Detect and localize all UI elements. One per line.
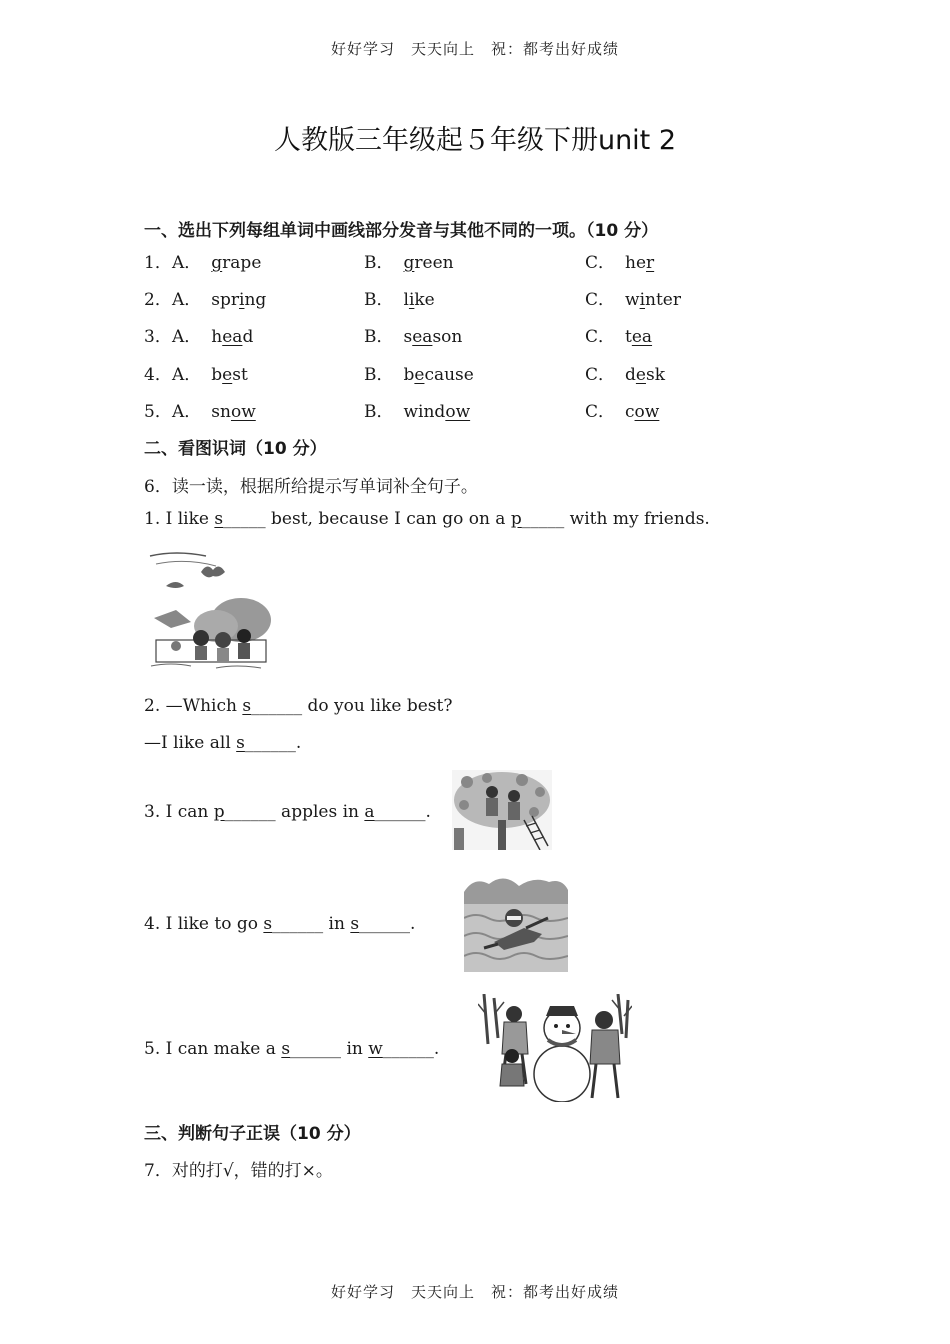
underlined-letters: ow (445, 402, 471, 422)
option-post: ng (244, 290, 267, 310)
sentence-3: 3. I can p______ apples in a______. (144, 802, 431, 822)
underlined-letters: g (211, 253, 223, 273)
underlined-letters: ea (412, 327, 433, 347)
option-post: ke (414, 290, 435, 310)
section1-heading: 一、选出下列每组单词中画线部分发音与其他不同的一项。（10 分） (144, 221, 659, 241)
question-number: 4． (144, 365, 172, 385)
underlined-letters: i (639, 290, 646, 310)
section3-heading: 三、判断句子正误（10 分） (144, 1124, 361, 1144)
option-a[interactable] (172, 285, 266, 310)
option-pre: c (625, 402, 635, 422)
option-b[interactable] (364, 360, 474, 385)
section2-intro: 6．读一读，根据所给提示写单词补全句子。 (144, 477, 478, 497)
option-a[interactable] (172, 248, 261, 273)
option-post: rape (222, 253, 262, 273)
option-label: A． (172, 290, 202, 310)
underlined-letters: ow (230, 402, 256, 422)
underlined-letters: r (646, 253, 655, 273)
underlined-letters: i (239, 290, 245, 310)
apple-picking-picture (452, 770, 552, 850)
underlined-letters: ea (222, 327, 243, 347)
page-header: 好好学习 天天向上 祝：都考出好成绩 (330, 40, 619, 58)
underlined-letters: e (635, 365, 646, 385)
sentence-1: 1. I like s_____ best, because I can go on a p_____ with my friends. (144, 509, 710, 529)
option-c[interactable] (585, 360, 665, 385)
option-label: C． (585, 253, 616, 273)
option-b[interactable] (364, 397, 470, 422)
option-a[interactable] (172, 322, 253, 347)
option-label: B． (364, 402, 394, 422)
option-pre: s (403, 327, 413, 347)
option-c[interactable] (585, 397, 659, 422)
underlined-letters: ea (631, 327, 653, 347)
option-post: nter (645, 290, 681, 310)
page-footer: 好好学习 天天向上 祝：都考出好成绩 (330, 1283, 619, 1301)
option-b[interactable] (364, 248, 454, 273)
option-b[interactable] (364, 322, 462, 347)
option-label: C． (585, 365, 616, 385)
option-label: C． (585, 327, 616, 347)
option-label: B． (364, 327, 394, 347)
underlined-letters: ow (634, 402, 660, 422)
option-pre: he (625, 253, 647, 273)
option-post: d (242, 327, 254, 347)
option-pre: l (403, 290, 409, 310)
picnic-picture (146, 548, 274, 674)
underlined-letters: e (414, 365, 425, 385)
option-pre: h (211, 327, 223, 347)
option-label: C． (585, 290, 616, 310)
option-label: B． (364, 290, 394, 310)
sentence-2b: —I like all s______. (144, 733, 302, 753)
page-title: 人教版三年级起５年级下册unit 2 (273, 125, 677, 156)
question-number: 5． (144, 402, 172, 422)
option-a[interactable] (172, 360, 248, 385)
underlined-letters: i (408, 290, 415, 310)
option-pre: b (211, 365, 223, 385)
underlined-letters: e (222, 365, 233, 385)
question-number: 1． (144, 253, 172, 273)
option-pre: t (625, 327, 632, 347)
option-pre: w (625, 290, 640, 310)
option-label: A． (172, 253, 202, 273)
question-number: 3． (144, 327, 172, 347)
option-post: cause (424, 365, 474, 385)
option-label: A． (172, 365, 202, 385)
option-pre: b (403, 365, 415, 385)
option-post: reen (414, 253, 454, 273)
option-pre: spr (211, 290, 240, 310)
option-c[interactable] (585, 248, 654, 273)
option-pre: wind (403, 402, 446, 422)
option-b[interactable] (364, 285, 435, 310)
snowman-picture (478, 994, 632, 1102)
option-c[interactable] (585, 322, 652, 347)
option-label: A． (172, 327, 202, 347)
option-pre: d (625, 365, 636, 385)
swimming-picture (464, 872, 568, 972)
option-post: sk (645, 365, 665, 385)
underlined-letters: g (403, 253, 415, 273)
option-label: A． (172, 402, 202, 422)
section2-heading: 二、看图识词（10 分） (144, 439, 327, 459)
question-number: 2． (144, 290, 172, 310)
sentence-2a: 2. —Which s______ do you like best? (144, 696, 453, 716)
option-a[interactable] (172, 397, 256, 422)
section3-intro: 7．对的打√，错的打×。 (144, 1161, 333, 1181)
sentence-5: 5. I can make a s______ in w______. (144, 1039, 440, 1059)
sentence-4: 4. I like to go s______ in s______. (144, 914, 416, 934)
option-label: B． (364, 253, 394, 273)
option-label: C． (585, 402, 616, 422)
option-post: st (232, 365, 248, 385)
option-label: B． (364, 365, 394, 385)
option-pre: sn (211, 402, 231, 422)
option-post: son (432, 327, 463, 347)
option-c[interactable] (585, 285, 681, 310)
